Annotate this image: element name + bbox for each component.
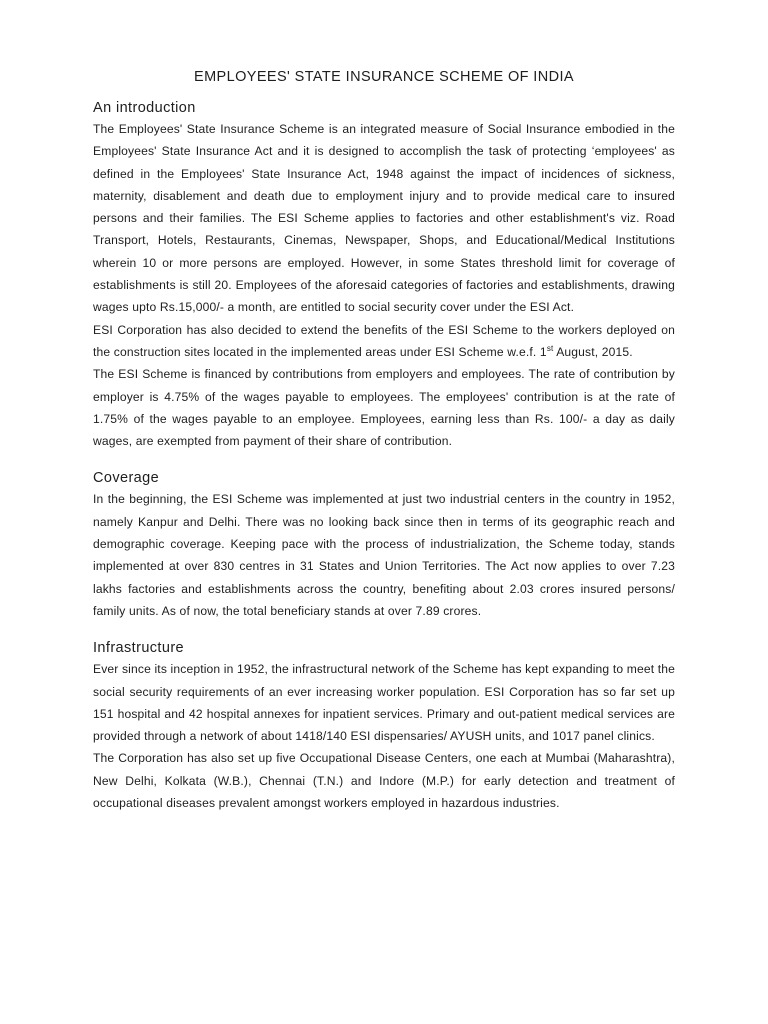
infrastructure-paragraph-2: The Corporation has also set up five Occupational Disease Centers, one each at Mumbai (Maharashtra), New Delhi, Kolkata (W.B.), Chennai (T.N.) and Indore (M.P.) for early detection and treatment of occupational diseases prevalent amongst workers employed in hazardous industries. bbox=[93, 751, 675, 811]
section-coverage bbox=[93, 468, 675, 622]
section-introduction bbox=[93, 98, 675, 452]
section-heading-coverage: Coverage bbox=[93, 470, 160, 487]
section-heading-infrastructure: Infrastructure bbox=[93, 640, 185, 657]
section-heading-introduction: An introduction bbox=[93, 100, 196, 116]
introduction-paragraph-1: The Employees' State Insurance Scheme is an integrated measure of Social Insurance embodied in the Employees' State Insurance Act and it is designed to accomplish the task of protecting ‘employees' as defined in the Employees' State Insurance Act, 1948 against the impact of incidences of sickness, maternity, disablement and death due to employment injury and to provide medical care to insured persons and their families. The ESI Scheme applies to factories and other establishment's viz. Road Transport, Hotels, Restaurants, Cinemas, Newspaper, Shops, and Educational/Medical Institutions wherein 10 or more persons are employed. However, in some States threshold limit for coverage of establishments is still 20. Employees of the aforesaid categories of factories and establishments, drawing wages upto Rs.15,000/- a month, are entitled to social security cover under the ESI Act. bbox=[93, 122, 675, 315]
introduction-paragraph-2 bbox=[93, 319, 675, 364]
introduction-paragraph-3: The ESI Scheme is financed by contributions from employers and employees. The rate of contribution by employer is 4.75% of the wages payable to employees. The employees' contribution is at the rate of 1.75% of the wages payable to an employee. Employees, earning less than Rs. 100/- a day as daily wages, are exempted from payment of their share of contribution. bbox=[93, 367, 675, 449]
document-page bbox=[93, 66, 675, 814]
ordinal-suffix: st bbox=[546, 343, 554, 353]
coverage-paragraph-1: In the beginning, the ESI Scheme was implemented at just two industrial centers in the country in 1952, namely Kanpur and Delhi. There was no looking back since then in terms of its geographic reach and demographic coverage. Keeping pace with the process of industrialization, the Scheme today, stands implemented at over 830 centres in 31 States and Union Territories. The Act now applies to over 7.23 lakhs factories and establishments across the country, benefiting about 2.03 crores insured persons/ family units. As of now, the total beneficiary stands at over 7.89 crores. bbox=[93, 492, 675, 618]
document-title: EMPLOYEES' STATE INSURANCE SCHEME OF INDIA bbox=[194, 69, 574, 85]
paragraph-text: ESI Corporation has also decided to extend the benefits of the ESI Scheme to the workers deployed on the construction sites located in the implemented areas under ESI Scheme w.e.f. 1 bbox=[93, 322, 675, 359]
infrastructure-paragraph-1: Ever since its inception in 1952, the infrastructural network of the Scheme has kept expanding to meet the social security requirements of an ever increasing worker population. ESI Corporation has so far set up 151 hospital and 42 hospital annexes for inpatient services. Primary and out-patient medical services are provided through a network of about 1418/140 ESI dispensaries/ AYUSH units, and 1017 panel clinics. bbox=[93, 662, 675, 744]
section-infrastructure bbox=[93, 638, 675, 814]
paragraph-tail: August, 2015. bbox=[553, 344, 633, 359]
